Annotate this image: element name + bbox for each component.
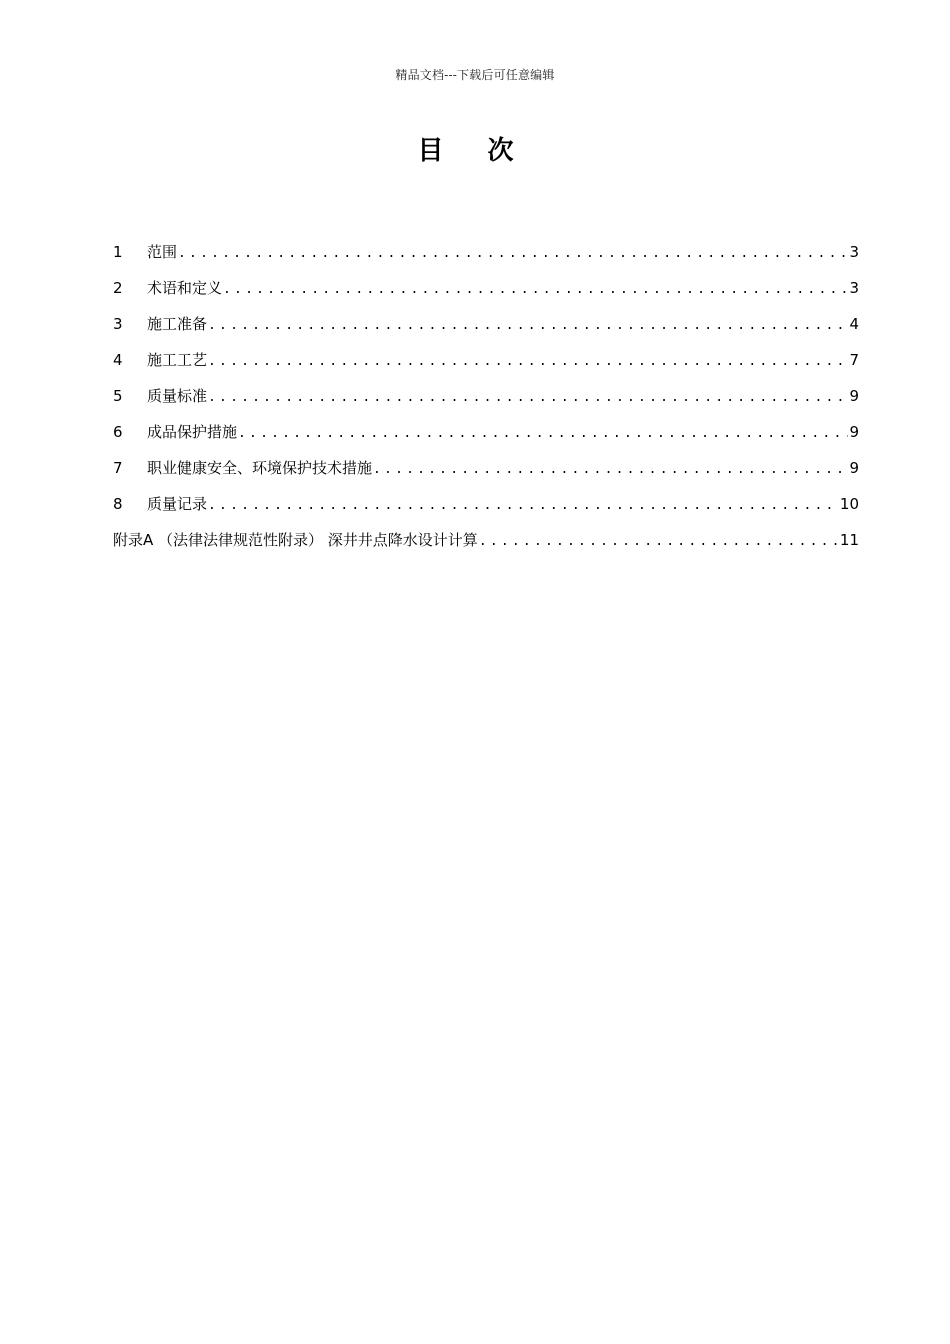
toc-leader-dots [208,495,839,517]
toc-entry-page: 3 [849,279,859,297]
table-of-contents [113,241,859,565]
toc-entry-title: 范围 [147,243,178,261]
toc-leader-dots [208,351,848,373]
toc-entry-number: 6 [113,423,123,441]
toc-entry-number: 4 [113,351,123,369]
toc-entry-title: 施工工艺 [147,351,208,369]
toc-entry-3[interactable] [113,313,859,349]
toc-entry-title: 术语和定义 [147,279,223,297]
toc-entry-page: 9 [849,387,859,405]
toc-leader-dots [208,315,848,337]
page-header: 精品文档---下载后可任意编辑 [395,68,555,82]
toc-entry-title: 附录A （法律法律规范性附录） 深井井点降水设计计算 [113,531,478,549]
toc-entry-page: 9 [849,423,859,441]
toc-entry-title: 质量标准 [147,387,208,405]
toc-leader-dots [178,243,848,265]
toc-leader-dots [238,423,848,445]
toc-entry-page: 7 [849,351,859,369]
toc-entry-title: 职业健康安全、环境保护技术措施 [147,459,373,477]
toc-entry-5[interactable] [113,385,859,421]
toc-leader-dots [373,459,848,481]
toc-entry-6[interactable] [113,421,859,457]
toc-entry-page: 11 [839,531,859,549]
toc-entry-8[interactable] [113,493,859,529]
toc-entry-appendix-a[interactable] [113,529,859,565]
toc-title: 目次 [417,136,558,166]
toc-leader-dots [223,279,848,301]
toc-entry-number: 3 [113,315,123,333]
toc-leader-dots [208,387,848,409]
toc-entry-7[interactable] [113,457,859,493]
toc-entry-title: 施工准备 [147,315,208,333]
toc-entry-number: 1 [113,243,123,261]
toc-entry-title: 成品保护措施 [147,423,238,441]
toc-entry-number: 5 [113,387,123,405]
toc-entry-page: 10 [839,495,859,513]
toc-entry-number: 8 [113,495,123,513]
toc-entry-page: 4 [849,315,859,333]
toc-entry-number: 2 [113,279,123,297]
toc-entry-number: 7 [113,459,123,477]
toc-entry-title: 质量记录 [147,495,208,513]
toc-entry-4[interactable] [113,349,859,385]
toc-leader-dots [479,531,839,553]
toc-entry-page: 9 [849,459,859,477]
toc-entry-1[interactable] [113,241,859,277]
toc-entry-page: 3 [849,243,859,261]
toc-entry-2[interactable] [113,277,859,313]
